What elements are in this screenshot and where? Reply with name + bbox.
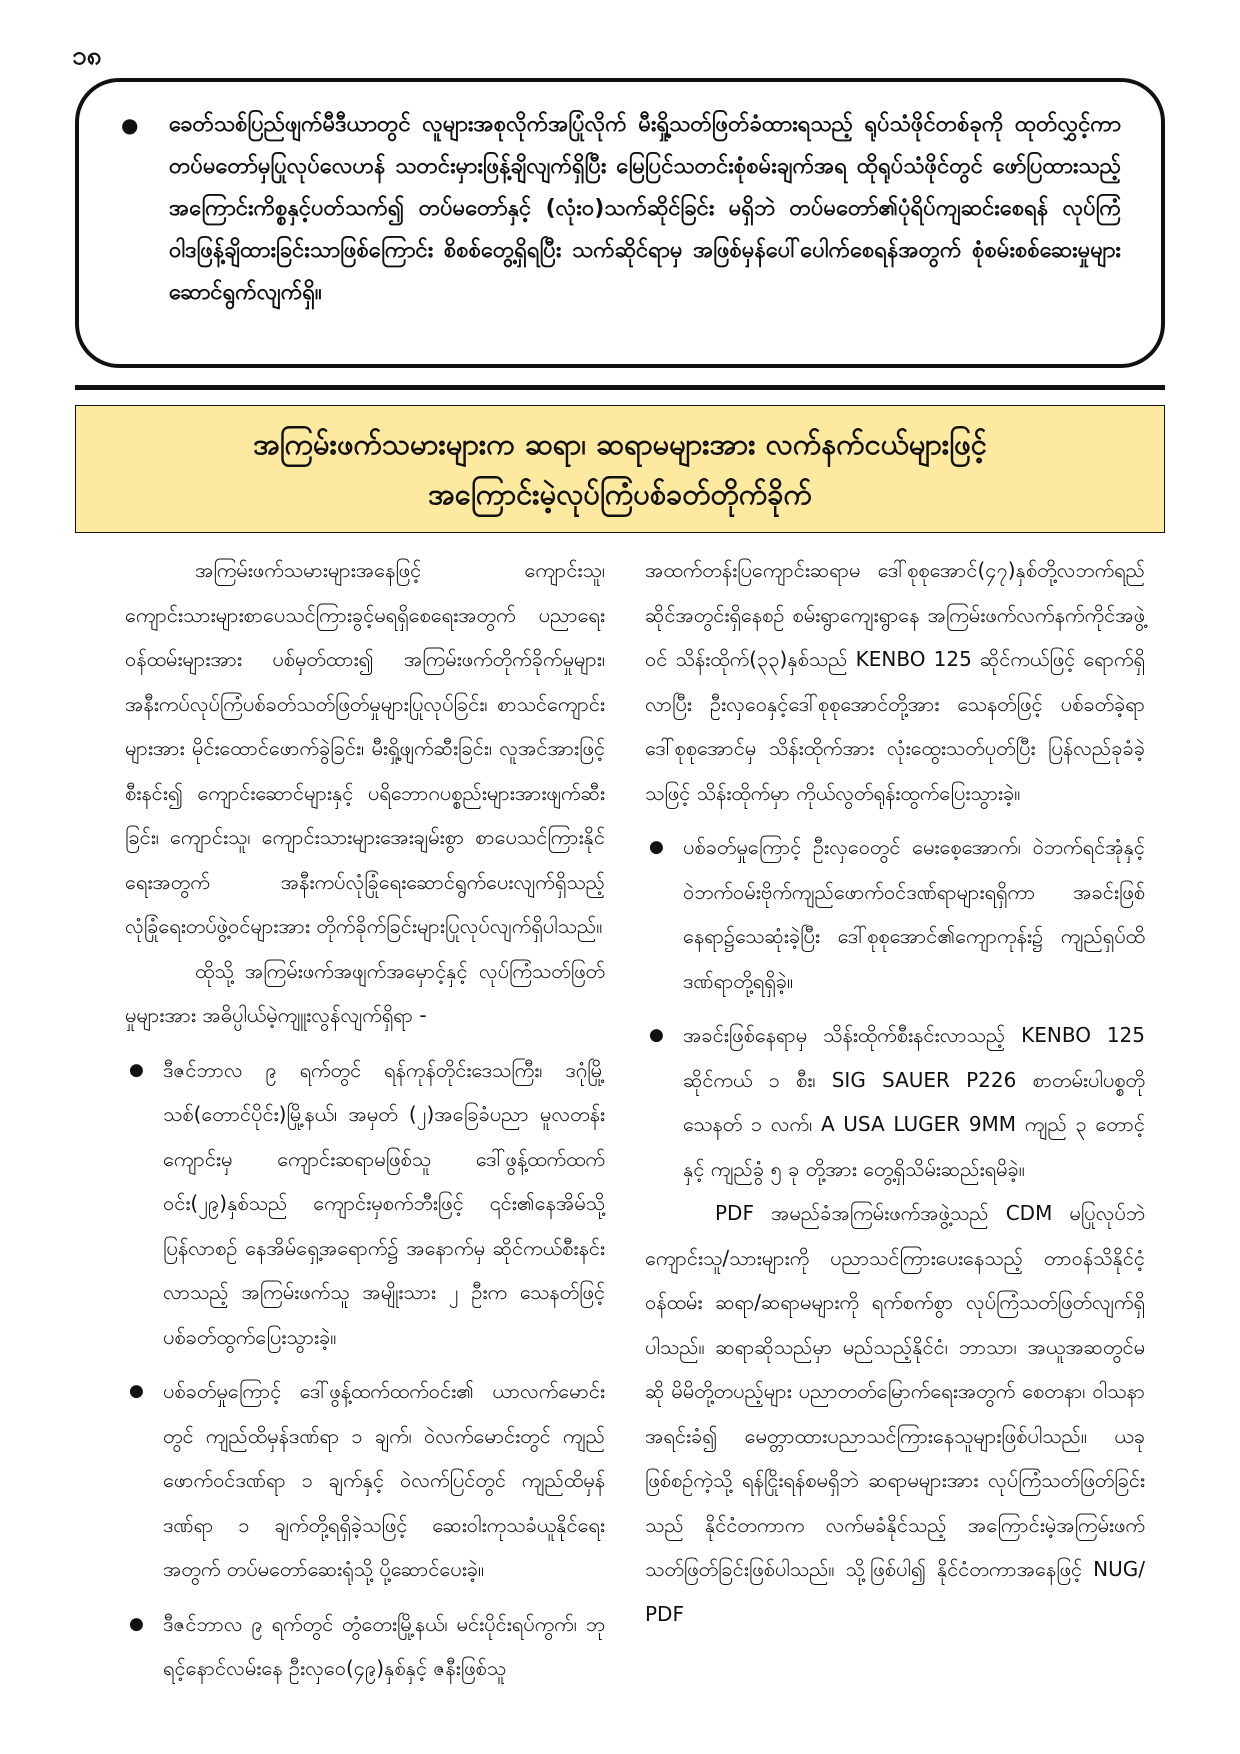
left-column (125, 548, 605, 1691)
right-column (645, 548, 1145, 1636)
headline-line-2: အကြောင်းမဲ့လုပ်ကြံပစ်ခတ်တိုက်ခိုက် (428, 477, 812, 511)
list-item: ● ပစ်ခတ်မှုကြောင့် ဒေါ်ဖွန့်ထက်ထက်ဝင်း၏ ယာလက်မောင်းတွင် ကျည်ထိမှန်ဒဏ်ရာ ၁ ချက်၊ ဝဲလက်မောင်းတွင် ကျည်ဖောက်ဝင်ဒဏ်ရာ ၁ ချက်နှင့် ဝဲလက်ပြင်တွင် ကျည်ထိမှန်ဒဏ်ရာ ၁ ချက်တို့ရရှိခဲ့သဖြင့် ဆေးဝါးကုသခံယူနိုင်ရေးအတွက် တပ်မတော်ဆေးရုံသို့ ပို့ဆောင်ပေးခဲ့။ (163, 1369, 605, 1592)
list-item: ● ဒီဇင်ဘာလ ၉ ရက်တွင် တွံတေးမြို့နယ်၊ မင်းပိုင်းရပ်ကွက်၊ ဘုရင့်နောင်လမ်းနေ ဦးလှဝေ(၄၉)နှစ်နှင့် ဇနီးဖြစ်သူ (163, 1602, 605, 1691)
list-item: ● အခင်းဖြစ်နေရာမှ သိန်းထိုက်စီးနင်းလာသည့် KENBO 125 ဆိုင်ကယ် ၁ စီး၊ SIG SAUER P226 စာတမ်းပါပစ္စတိုသေနတ် ၁ လက်၊ A USA LUGER 9MM ကျည် ၃ တောင့်နှင့် ကျည်ခွံ ၅ ခု တို့အား တွေ့ရှိသိမ်းဆည်းရမိခဲ့။ (683, 1013, 1145, 1191)
right-bullet-list (645, 825, 1145, 1191)
notice-bullet: ● ခေတ်သစ်ပြည်ဖျက်မီဒီယာတွင် လူများအစုလိုက်အပြုံလိုက် မီးရှို့သတ်ဖြတ်ခံထားရသည့် ရုပ်သံဖိုင်တစ်ခုကို ထုတ်လွှင့်ကာ တပ်မတော်မှပြုလုပ်လေဟန် သတင်းမှားဖြန့်ချိလျက်ရှိပြီး မြေပြင်သတင်းစုံစမ်းချက်အရ ထိုရုပ်သံဖိုင်တွင် ဖော်ပြထားသည့် အကြောင်းကိစ္စနှင့်ပတ်သက်၍ တပ်မတော်နှင့် (လုံး၀)သက်ဆိုင်ခြင်း မရှိဘဲ တပ်မတော်၏ပုံရိပ်ကျဆင်းစေရန် လုပ်ကြံဝါဒဖြန့်ချိထားခြင်းသာဖြစ်ကြောင်း စိစစ်တွေ့ရှိရပြီး သက်ဆိုင်ရာမှ အဖြစ်မှန်ပေါ်ပေါက်စေရန်အတွက် စုံစမ်းစစ်ဆေးမှုများ ဆောင်ရွက်လျက်ရှိ။ (169, 104, 1121, 314)
list-item: ● ပစ်ခတ်မှုကြောင့် ဦးလှဝေတွင် မေးစေ့အောက်၊ ဝဲဘက်ရင်အုံနှင့် ဝဲဘက်ဝမ်းဗိုက်ကျည်ဖောက်ဝင်ဒဏ်ရာများရရှိကာ အခင်းဖြစ်နေရာ၌သေဆုံးခဲ့ပြီး ဒေါ်စုစုအောင်၏ကျောကုန်း၌ ကျည်ရှပ်ထိဒဏ်ရာတို့ရရှိခဲ့။ (683, 825, 1145, 1003)
page-number: ၁၈ (72, 41, 102, 71)
right-paragraph-1: အထက်တန်းပြကျောင်းဆရာမ ဒေါ်စုစုအောင်(၄၇)နှစ်တို့လဘက်ရည်ဆိုင်အတွင်းရှိနေစဉ် စမ်းရွာကျေးရွာနေ အကြမ်းဖက်လက်နက်ကိုင်အဖွဲ့ဝင် သိန်းထိုက်(၃၃)နှစ်သည် KENBO 125 ဆိုင်ကယ်ဖြင့် ရောက်ရှိလာပြီး ဦးလှဝေနှင့်ဒေါ်စုစုအောင်တို့အား သေနတ်ဖြင့် ပစ်ခတ်ခဲ့ရာ ဒေါ်စုစုအောင်မှ သိန်းထိုက်အား လုံးထွေးသတ်ပုတ်ပြီး ပြန်လည်ခုခံခဲ့သဖြင့် သိန်းထိုက်မှာ ကိုယ်လွတ်ရုန်းထွက်ပြေးသွားခဲ့။ (645, 558, 1145, 805)
divider-rule (75, 385, 1165, 390)
notice-list (119, 104, 1121, 314)
right-paragraph-2: PDF အမည်ခံအကြမ်းဖက်အဖွဲ့သည် CDM မပြုလုပ်ဘဲ ကျောင်းသူ/သားများကို ပညာသင်ကြားပေးနေသည့် တာဝန်သိနိုင်ငံ့ဝန်ထမ်း ဆရာ/ဆရာမများကို ရက်စက်စွာ လုပ်ကြံသတ်ဖြတ်လျက်ရှိပါသည်။ ဆရာဆိုသည်မှာ မည်သည့်နိုင်ငံ၊ ဘာသာ၊ အယူအဆတွင်မဆို မိမိတို့တပည့်များ ပညာတတ်မြောက်ရေးအတွက် စေတနာ၊ ဝါသနာအရင်းခံ၍ မေတ္တာထားပညာသင်ကြားနေသူများဖြစ်ပါသည်။ ယခုဖြစ်စဉ်ကဲ့သို့ ရန်ငြိုးရန်စမရှိဘဲ ဆရာမများအား လုပ်ကြံသတ်ဖြတ်ခြင်းသည် နိုင်ငံတကာက လက်မခံနိုင်သည့် အကြောင်းမဲ့အကြမ်းဖက်သတ်ဖြတ်ခြင်းဖြစ်ပါသည်။ သို့ဖြစ်ပါ၍ နိုင်ငံတကာအနေဖြင့် NUG/ PDF (645, 1201, 1145, 1626)
headline (253, 419, 987, 519)
headline-line-1: အကြမ်းဖက်သမားများက ဆရာ၊ ဆရာမများအား လက်နက်ငယ်များဖြင့် (253, 427, 987, 461)
left-paragraph-1: အကြမ်းဖက်သမားများအနေဖြင့် ကျောင်းသူ၊ ကျောင်းသားများစာပေသင်ကြားခွင့်မရရှိစေရေးအတွက် ပညာရေးဝန်ထမ်းများအား ပစ်မှတ်ထား၍ အကြမ်းဖက်တိုက်ခိုက်မှုများ၊ အနီးကပ်လုပ်ကြံပစ်ခတ်သတ်ဖြတ်မှုများပြုလုပ်ခြင်း၊ စာသင်ကျောင်းများအား မိုင်းထောင်ဖောက်ခွဲခြင်း၊ မီးရှို့ဖျက်ဆီးခြင်း၊ လူအင်အားဖြင့်စီးနင်း၍ ကျောင်းဆောင်များနှင့် ပရိဘောဂပစ္စည်းများအားဖျက်ဆီးခြင်း၊ ကျောင်းသူ၊ ကျောင်းသားများအေးချမ်းစွာ စာပေသင်ကြားနိုင်ရေးအတွက် အနီးကပ်လုံခြုံရေးဆောင်ရွက်ပေးလျက်ရှိသည့် လုံခြုံရေးတပ်ဖွဲ့ဝင်များအား တိုက်ခိုက်ခြင်းများပြုလုပ်လျက်ရှိပါသည်။ (125, 558, 605, 938)
notice-box (75, 78, 1165, 368)
headline-box (75, 405, 1165, 533)
list-item: ● ဒီဇင်ဘာလ ၉ ရက်တွင် ရန်ကုန်တိုင်းဒေသကြီး၊ ဒဂုံမြို့သစ်(တောင်ပိုင်း)မြို့နယ်၊ အမှတ် (၂)အခြေခံပညာ မူလတန်းကျောင်းမှ ကျောင်းဆရာမဖြစ်သူ ဒေါ်ဖွန့်ထက်ထက်ဝင်း(၂၉)နှစ်သည် ကျောင်းမှစက်ဘီးဖြင့် ၎င်း၏နေအိမ်သို့ပြန်လာစဉ် နေအိမ်ရှေ့အရောက်၌ အနောက်မှ ဆိုင်ကယ်စီးနင်းလာသည့် အကြမ်းဖက်သူ အမျိုးသား ၂ ဦးက သေနတ်ဖြင့် ပစ်ခတ်ထွက်ပြေးသွားခဲ့။ (163, 1048, 605, 1360)
left-paragraph-2: ထိုသို့ အကြမ်းဖက်အဖျက်အမှောင့်နှင့် လုပ်ကြံသတ်ဖြတ်မှုများအား အဓိပ္ပါယ်မဲ့ကျူးလွန်လျက်ရှိရာ - (125, 958, 605, 1027)
left-bullet-list (125, 1048, 605, 1691)
